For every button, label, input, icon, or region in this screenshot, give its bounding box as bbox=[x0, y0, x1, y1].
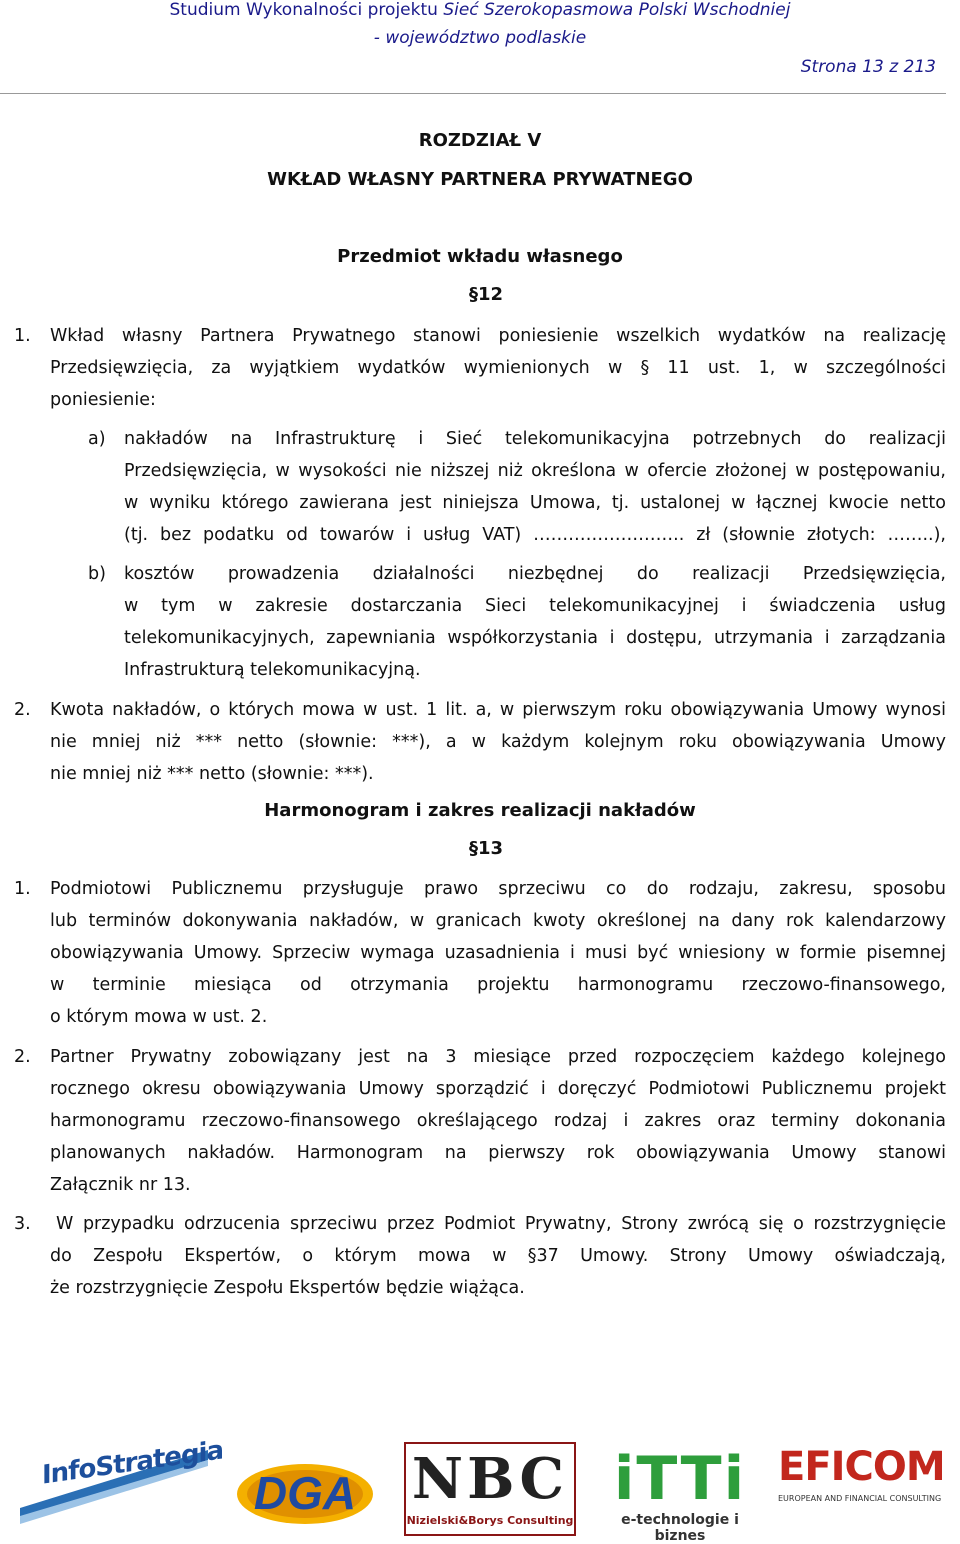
page-number: Strona 13 z 213 bbox=[800, 57, 936, 77]
chapter-title: WKŁAD WŁASNY PARTNERA PRYWATNEGO bbox=[267, 169, 693, 190]
text-line: (tj. bez podatku od towarów i usług VAT) …………………….. zł (słownie złotych: ……..), bbox=[124, 525, 946, 545]
eficom-logo bbox=[778, 1444, 956, 1504]
itti-text: iTTi bbox=[613, 1444, 747, 1514]
item-number: 2. bbox=[14, 700, 31, 720]
header-line1 bbox=[0, 0, 960, 20]
infostrategia-text: InfoStrategia bbox=[42, 1435, 224, 1491]
text-line: nakładów na Infrastrukturę i Sieć telekomunikacyjna potrzebnych do realizacji bbox=[124, 429, 946, 449]
text-line: Podmiotowi Publicznemu przysługuje prawo sprzeciwu co do rodzaju, zakresu, sposobu bbox=[50, 879, 946, 899]
header-project-name: Sieć Szerokopasmowa Polski Wschodniej bbox=[443, 0, 791, 20]
text-line: w wyniku którego zawierana jest niniejsza Umowa, tj. ustalonej w łącznej kwocie netto bbox=[124, 493, 946, 513]
eficom-text: EFICOM bbox=[778, 1444, 945, 1490]
item-number: 1. bbox=[14, 326, 31, 346]
paragraph-mark-12: §12 bbox=[468, 284, 504, 305]
text-line: nie mniej niż *** netto (słownie: ***). bbox=[50, 764, 374, 784]
text-line: Załącznik nr 13. bbox=[50, 1175, 191, 1195]
paragraph-13-1 bbox=[50, 873, 946, 1033]
text-line: kosztów prowadzenia działalności niezbędnej do realizacji Przedsięwzięcia, bbox=[124, 564, 946, 584]
chapter-number: ROZDZIAŁ V bbox=[418, 130, 542, 151]
item-number: 1. bbox=[14, 879, 31, 899]
item-number: 2. bbox=[14, 1047, 31, 1067]
eficom-subtitle: EUROPEAN AND FINANCIAL CONSULTING bbox=[778, 1494, 942, 1503]
text-line: do Zespołu Ekspertów, o którym mowa w §37 Umowy. Strony Umowy oświadczają, bbox=[50, 1246, 946, 1266]
footer-logos bbox=[0, 1430, 960, 1544]
text-line: Przedsięwzięcia, w wysokości nie niższej niż określona w ofercie złożonej w postępowaniu, bbox=[124, 461, 946, 481]
nbc-logo bbox=[404, 1442, 576, 1536]
header-rule bbox=[0, 93, 946, 94]
text-line: telekomunikacyjnych, zapewniania współkorzystania i dostępu, utrzymania i zarządzania bbox=[124, 628, 946, 648]
text-line: lub terminów dokonywania nakładów, w granicach kwoty określonej na dany rok kalendarzowy bbox=[50, 911, 946, 931]
text-line: W przypadku odrzucenia sprzeciwu przez Podmiot Prywatny, Strony zwrócą się o rozstrzygnięcie bbox=[56, 1214, 946, 1234]
item-label: a) bbox=[88, 429, 106, 449]
infostrategia-logo bbox=[16, 1435, 224, 1528]
paragraph-12-b bbox=[124, 558, 946, 686]
text-line: Partner Prywatny zobowiązany jest na 3 miesiące przed rozpoczęciem każdego kolejnego bbox=[50, 1047, 946, 1067]
item-label: b) bbox=[88, 564, 106, 584]
paragraph-13-3 bbox=[50, 1208, 946, 1304]
paragraph-12-1 bbox=[50, 320, 946, 416]
itti-logo bbox=[602, 1444, 758, 1544]
paragraph-13-2 bbox=[50, 1041, 946, 1201]
item-number: 3. bbox=[14, 1214, 31, 1234]
header-prefix: Studium Wykonalności projektu bbox=[169, 0, 444, 20]
text-line: Wkład własny Partnera Prywatnego stanowi poniesienie wszelkich wydatków na realizację bbox=[50, 326, 946, 346]
text-line: planowanych nakładów. Harmonogram na pierwszy rok obowiązywania Umowy stanowi bbox=[50, 1143, 946, 1163]
header-line2: - województwo podlaskie bbox=[373, 28, 587, 48]
text-line: rocznego okresu obowiązywania Umowy sporządzić i doręczyć Podmiotowi Publicznemu projekt bbox=[50, 1079, 946, 1099]
text-line: Przedsięwzięcia, za wyjątkiem wydatków wymienionych w § 11 ust. 1, w szczególności bbox=[50, 358, 946, 378]
text-line: Kwota nakładów, o których mowa w ust. 1 lit. a, w pierwszym roku obowiązywania Umowy wynosi bbox=[50, 700, 946, 720]
text-line: że rozstrzygnięcie Zespołu Ekspertów będzie wiążąca. bbox=[50, 1278, 525, 1298]
paragraph-mark-13: §13 bbox=[468, 838, 504, 859]
text-line: poniesienie: bbox=[50, 390, 156, 410]
nbc-subtitle: Nizielski&Borys Consulting bbox=[406, 1514, 574, 1527]
paragraph-12-2 bbox=[50, 694, 946, 790]
text-line: nie mniej niż *** netto (słownie: ***), a w każdym kolejnym roku obowiązywania Umowy bbox=[50, 732, 946, 752]
dga-text: DGA bbox=[253, 1467, 357, 1519]
nbc-text: NBC bbox=[411, 1446, 569, 1512]
itti-subtitle: e-technologie i biznes bbox=[621, 1512, 739, 1544]
text-line: Infrastrukturą telekomunikacyjną. bbox=[124, 660, 421, 680]
text-line: w tym w zakresie dostarczania Sieci telekomunikacyjnej i świadczenia usług bbox=[124, 596, 946, 616]
section-heading-12: Przedmiot wkładu własnego bbox=[337, 246, 623, 267]
text-line: obowiązywania Umowy. Sprzeciw wymaga uzasadnienia i musi być wniesiony w formie pisemnej bbox=[50, 943, 946, 963]
text-line: o którym mowa w ust. 2. bbox=[50, 1007, 268, 1027]
text-line: harmonogramu rzeczowo-finansowego określającego rodzaj i zakres oraz terminy dokonania bbox=[50, 1111, 946, 1131]
section-heading-13: Harmonogram i zakres realizacji nakładów bbox=[264, 800, 696, 821]
dga-logo bbox=[234, 1458, 376, 1530]
paragraph-12-a bbox=[124, 423, 946, 551]
text-line: w terminie miesiąca od otrzymania projektu harmonogramu rzeczowo-finansowego, bbox=[50, 975, 946, 995]
